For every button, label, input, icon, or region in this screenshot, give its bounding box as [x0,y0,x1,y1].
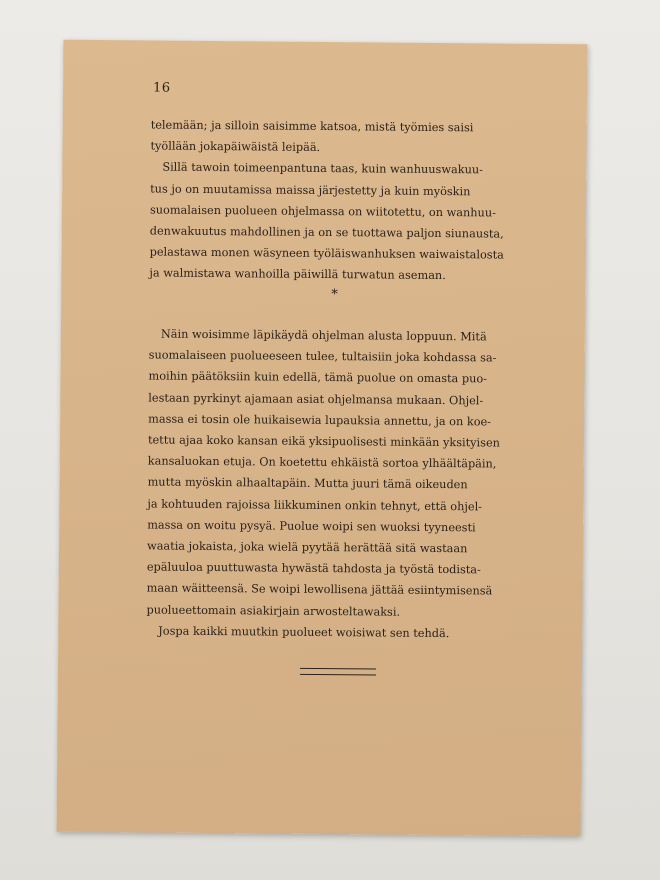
text-line: Jospa kaikki muutkin puolueet woisiwat sen tehdä. [158,624,450,640]
text-line: kansaluokan etuja. On koetettu ehkäistä sortoa ylhäältäpäin, [147,454,497,471]
text-line: Näin woisimme läpikäydä ohjelman alusta loppuun. Mitä [160,327,487,344]
text-line: tus jo on muutamissa maissa järjestetty ja kuin myöskin [150,182,471,198]
text-line: denwakuutus mahdollinen ja on se tuottawa paljon siunausta, [149,224,504,241]
text-line: waatia jokaista, joka wielä pyytää herättää sitä wastaan [146,539,468,556]
text-line: moihin päätöksiin kuin edellä, tämä puolue on omasta puo- [148,369,488,386]
text-line: epäluuloa puuttuwasta hywästä tahdosta ja työstä todista- [146,560,481,577]
text-line: massa on woitu pysyä. Puolue woipi sen wuoksi tyyneesti [147,518,476,535]
text-line: suomalaisen puolueen ohjelmassa on wiitotettu, on wanhuu- [149,203,497,220]
text-line: telemään; ja silloin saisimme katsoa, mistä työmies saisi [150,118,474,135]
text-line: lestaan pyrkinyt ajamaan asiat ohjelmansa mukaan. Ohjel- [148,391,484,408]
paragraph-pension-insurance [149,114,510,287]
text-line: mutta myöskin alhaaltapäin. Mutta juuri tämä oikeuden [147,475,468,492]
text-line: Sillä tawoin toimeenpantuna taas, kuin wanhuuswakuu- [162,161,484,177]
text-line: ja kohtuuden rajoissa liikkuminen onkin tehnyt, että ohjel- [147,497,483,514]
page-number: 16 [152,80,171,96]
paragraph-program-review [146,323,509,644]
book-page [57,40,588,837]
text-line: suomalaiseen puolueeseen tulee, tultaisiin joka kohdassa sa- [148,348,497,365]
text-line: puolueettomain asiakirjain arwosteltawaksi. [146,603,401,619]
text-line: ja walmistawa wanhoilla päiwillä turwatun aseman. [149,266,446,283]
text-line: maan wäitteensä. Se woipi lewollisena jättää esiintymisensä [146,581,493,598]
end-double-rule [300,668,376,676]
section-separator: * [331,287,338,303]
text-line: pelastawa monen wäsyneen työläiswanhuksen waiwaistalosta [149,245,504,262]
text-line: massa ei tosin ole huikaisewia lupauksia annettu, ja on koe- [148,412,492,429]
text-line: tettu ajaa koko kansan eikä yksipuolisesti minkään yksityisen [147,433,501,450]
text-line: työllään jokapäiwäistä leipää. [150,139,321,155]
